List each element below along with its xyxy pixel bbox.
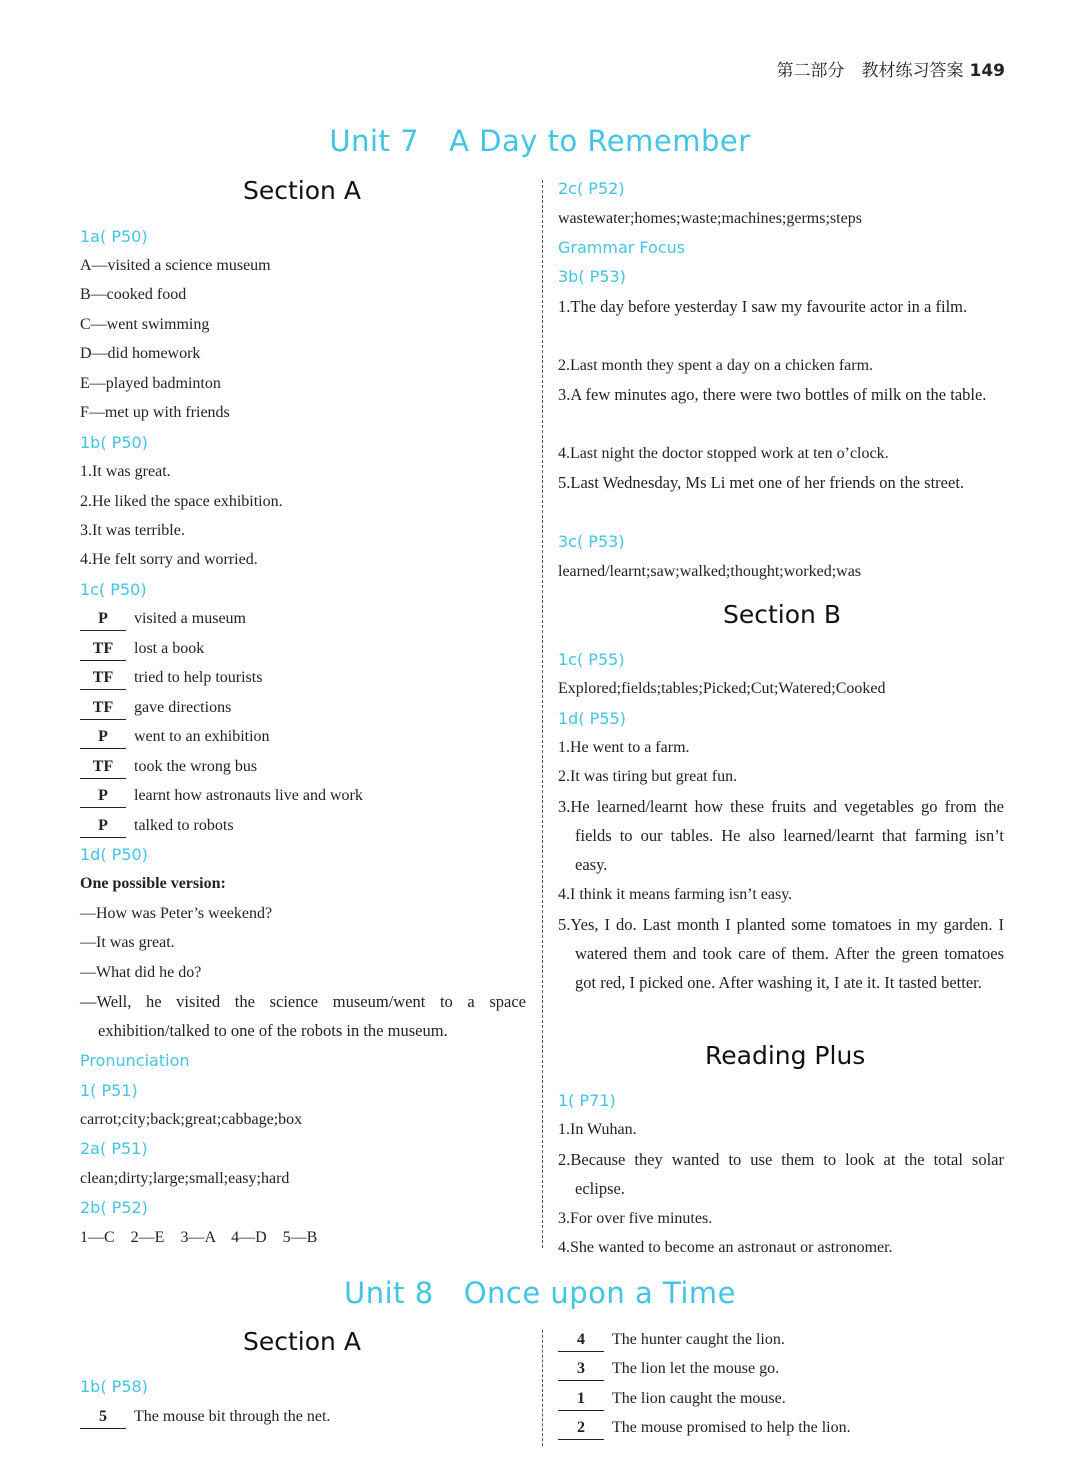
answer-paragraph: 2.Because they wanted to use them to look at the total solar eclipse. — [558, 1150, 1004, 1198]
answer-line: —What did he do? — [80, 964, 202, 981]
fill-item — [80, 752, 257, 781]
answer-line: 2.He liked the space exhibition. — [80, 493, 283, 510]
fill-text: The lion let the mouse go. — [612, 1360, 780, 1377]
label-1a: 1a( P50) — [80, 227, 148, 246]
label-3c: 3c( P53) — [558, 532, 625, 551]
fill-item — [80, 1402, 330, 1431]
fill-item — [80, 693, 231, 722]
answer-line: 1.In Wuhan. — [558, 1121, 637, 1138]
fill-text: learnt how astronauts live and work — [134, 787, 363, 804]
answer-line: learned/learnt;saw;walked;thought;worked;was — [558, 563, 862, 580]
section-b-heading: Section B — [723, 600, 841, 629]
unit8-title — [0, 1276, 1080, 1310]
label-1d-p55: 1d( P55) — [558, 709, 626, 728]
label-1-p71: 1( P71) — [558, 1091, 616, 1110]
label-2a: 2a( P51) — [80, 1139, 148, 1158]
answer-line: C—went swimming — [80, 316, 210, 333]
fill-item — [80, 663, 262, 692]
answer-blank: P — [80, 815, 126, 838]
fill-item — [80, 722, 270, 751]
answer-blank: P — [80, 608, 126, 631]
answer-paragraph: —Well, he visited the science museum/went to a space exhibition/talked to one of the robots in the museum. — [80, 992, 526, 1040]
answer-line: 3.It was terrible. — [80, 522, 185, 539]
label-1-p51: 1( P51) — [80, 1081, 138, 1100]
answer-line: 1.He went to a farm. — [558, 739, 690, 756]
fill-text: gave directions — [134, 699, 232, 716]
answer-line: 3.For over five minutes. — [558, 1210, 713, 1227]
unit8-number: Unit 8 — [343, 1276, 434, 1310]
label-1d: 1d( P50) — [80, 845, 148, 864]
column-divider — [542, 180, 543, 1248]
page-header — [777, 56, 1006, 81]
part-title: 第二部分 教材练习答案 — [776, 61, 964, 81]
label-2b: 2b( P52) — [80, 1198, 148, 1217]
answer-paragraph: 3.A few minutes ago, there were two bottles of milk on the table. — [558, 385, 987, 404]
answer-blank: 2 — [558, 1417, 604, 1440]
unit8-name: Once upon a Time — [463, 1276, 736, 1310]
fill-item — [80, 811, 234, 840]
unit7-name: A Day to Remember — [449, 124, 751, 158]
fill-text: went to an exhibition — [134, 728, 270, 745]
column-divider — [542, 1330, 543, 1446]
fill-item — [80, 604, 246, 633]
answer-line: 4.He felt sorry and worried. — [80, 551, 258, 568]
fill-item — [80, 634, 204, 663]
reading-plus-heading: Reading Plus — [705, 1041, 866, 1070]
answer-paragraph: 5.Last Wednesday, Ms Li met one of her friends on the street. — [558, 473, 965, 492]
page-number: 149 — [969, 61, 1005, 81]
fill-text: visited a museum — [134, 610, 246, 627]
fill-text: The hunter caught the lion. — [612, 1331, 785, 1348]
answer-blank: TF — [80, 667, 126, 690]
fill-text: took the wrong bus — [134, 758, 258, 775]
unit8-section-a-heading: Section A — [243, 1327, 361, 1356]
label-2c: 2c( P52) — [558, 179, 625, 198]
fill-text: The mouse bit through the net. — [134, 1408, 331, 1425]
fill-item — [558, 1384, 786, 1413]
answer-line: 2.Last month they spent a day on a chicken farm. — [558, 357, 874, 374]
answer-line: 4.Last night the doctor stopped work at ten o’clock. — [558, 445, 889, 462]
fill-item — [558, 1354, 779, 1383]
label-1c: 1c( P50) — [80, 580, 147, 599]
answer-line: E—played badminton — [80, 375, 221, 392]
answer-line: 2.It was tiring but great fun. — [558, 768, 738, 785]
section-a-heading: Section A — [243, 176, 361, 205]
answer-line: —How was Peter’s weekend? — [80, 905, 273, 922]
answer-line: 1.It was great. — [80, 463, 171, 480]
answer-paragraph: 3.He learned/learnt how these fruits and vegetables go from the fields to our tables. He also learned/learnt that farming isn’t easy. — [558, 797, 1004, 874]
answer-line: Explored;fields;tables;Picked;Cut;Watered;Cooked — [558, 680, 886, 697]
answer-blank: P — [80, 726, 126, 749]
answer-blank: 3 — [558, 1358, 604, 1381]
label-1b-p58: 1b( P58) — [80, 1377, 148, 1396]
fill-text: The mouse promised to help the lion. — [612, 1419, 851, 1436]
answer-blank: 4 — [558, 1329, 604, 1352]
label-pronunciation: Pronunciation — [80, 1051, 190, 1070]
answer-line: D—did homework — [80, 345, 201, 362]
answer-blank: TF — [80, 756, 126, 779]
fill-text: lost a book — [134, 640, 205, 657]
answer-blank: P — [80, 785, 126, 808]
answer-line: 1—C 2—E 3—A 4—D 5—B — [80, 1229, 318, 1246]
label-1c-p55: 1c( P55) — [558, 650, 625, 669]
label-grammar-focus: Grammar Focus — [558, 238, 686, 257]
answer-line: One possible version: — [80, 875, 226, 892]
answer-line: F—met up with friends — [80, 404, 230, 421]
answer-line: wastewater;homes;waste;machines;germs;steps — [558, 210, 862, 227]
fill-text: The lion caught the mouse. — [612, 1390, 786, 1407]
answer-line: B—cooked food — [80, 286, 187, 303]
label-1b: 1b( P50) — [80, 433, 148, 452]
answer-line: A—visited a science museum — [80, 257, 271, 274]
fill-item — [558, 1325, 785, 1354]
answer-paragraph: 1.The day before yesterday I saw my favourite actor in a film. — [558, 297, 968, 316]
answer-line: clean;dirty;large;small;easy;hard — [80, 1170, 290, 1187]
answer-line: carrot;city;back;great;cabbage;box — [80, 1111, 303, 1128]
fill-item — [80, 781, 363, 810]
label-3b: 3b( P53) — [558, 267, 626, 286]
answer-blank: TF — [80, 638, 126, 661]
answer-blank: TF — [80, 697, 126, 720]
fill-text: tried to help tourists — [134, 669, 263, 686]
answer-line: 4.She wanted to become an astronaut or astronomer. — [558, 1239, 893, 1256]
unit7-number: Unit 7 — [329, 124, 420, 158]
unit7-title — [0, 124, 1080, 158]
answer-line: —It was great. — [80, 934, 175, 951]
answer-paragraph: 5.Yes, I do. Last month I planted some tomatoes in my garden. I watered them and took care of them. After the green tomatoes got red, I picked one. After washing it, I ate it. It tasted better. — [558, 915, 1004, 992]
answer-line: 4.I think it means farming isn’t easy. — [558, 886, 793, 903]
fill-item — [558, 1413, 851, 1442]
answer-blank: 5 — [80, 1406, 126, 1429]
fill-text: talked to robots — [134, 817, 234, 834]
answer-blank: 1 — [558, 1388, 604, 1411]
